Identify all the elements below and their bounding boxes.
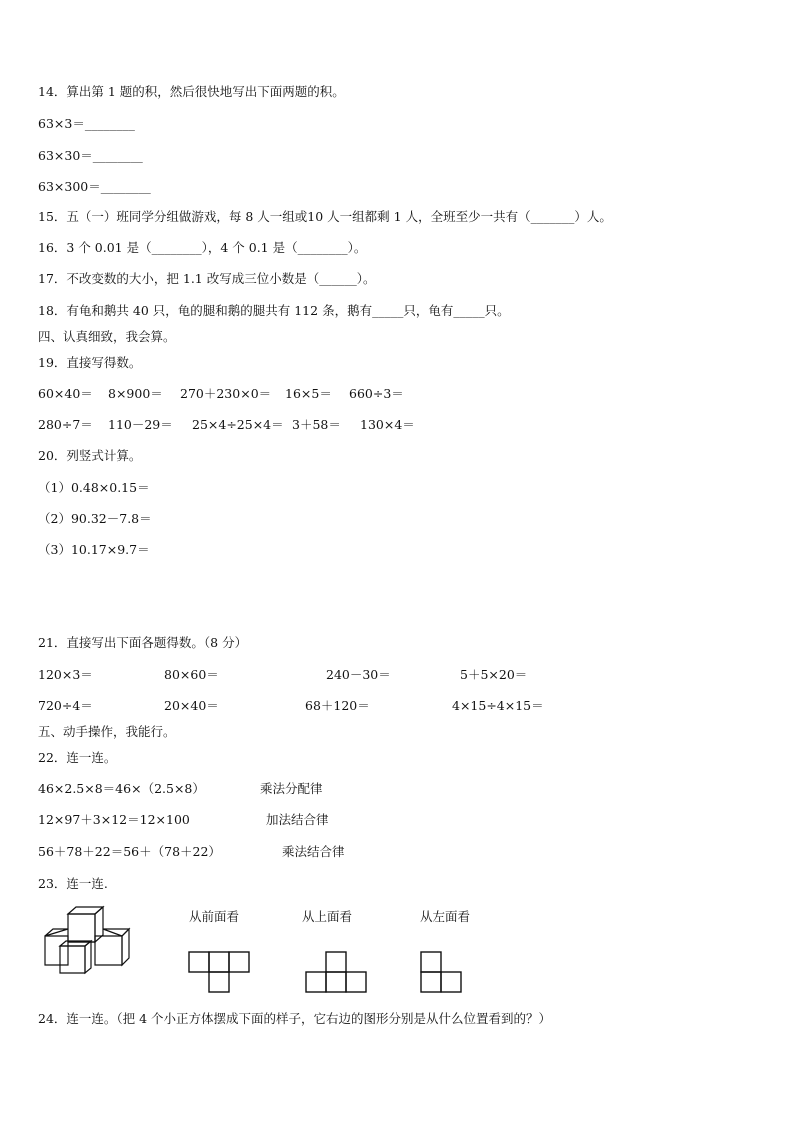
question-19-title: 19．直接写得数。 [38,355,142,370]
question-21-title: 21．直接写出下面各题得数。（8 分） [38,635,248,650]
view-label-front: 从前面看 [189,909,240,924]
question-20-title: 20．列竖式计算。 [38,448,142,463]
q21-expression: 720÷4＝ [38,698,93,713]
q19-expression: 270＋230×0＝ [180,386,272,401]
q19-expression: 25×4÷25×4＝ [192,417,284,432]
left-view-figure [420,951,464,993]
question-20-item-1: （1）0.48×0.15＝ [38,480,150,495]
q19-expression: 8×900＝ [108,386,163,401]
question-15: 15．五（一）班同学分组做游戏，每 8 人一组或10 人一组都剩 1 人，全班至少一共有（_______）人。 [38,209,612,224]
question-20-item-3: （3）10.17×9.7＝ [38,542,150,557]
view-label-top: 从上面看 [302,909,353,924]
q21-expression: 120×3＝ [38,667,93,682]
question-23-title: 23．连一连. [38,876,108,891]
q22-equation: 12×97＋3×12＝12×100 [38,812,190,827]
q21-expression: 240－30＝ [326,667,391,682]
q22-law: 乘法分配律 [260,781,323,796]
front-view-figure [188,951,252,993]
q22-law: 加法结合律 [266,812,329,827]
q19-expression: 16×5＝ [285,386,332,401]
q19-expression: 3＋58＝ [292,417,341,432]
q21-expression: 80×60＝ [164,667,219,682]
cube-stack-figure [44,906,134,974]
question-14-line-1: 63×3＝________ [38,116,135,131]
q21-expression: 68＋120＝ [305,698,370,713]
question-24: 24．连一连。（把 4 个小正方体摆成下面的样子，它右边的图形分别是从什么位置看到的？） [38,1011,552,1026]
q19-expression: 660÷3＝ [349,386,404,401]
top-view-figure [305,951,369,993]
section-5-heading: 五、动手操作，我能行。 [38,724,176,739]
view-label-left: 从左面看 [420,909,471,924]
q19-expression: 130×4＝ [360,417,415,432]
q21-expression: 5＋5×20＝ [460,667,528,682]
q19-expression: 110－29＝ [108,417,173,432]
q19-expression: 60×40＝ [38,386,93,401]
question-22-title: 22．连一连。 [38,750,117,765]
q22-law: 乘法结合律 [282,844,345,859]
question-17: 17．不改变数的大小，把 1.1 改写成三位小数是（______）。 [38,271,376,286]
q21-expression: 20×40＝ [164,698,219,713]
q19-expression: 280÷7＝ [38,417,93,432]
question-16: 16．3 个 0.01 是（________），4 个 0.1 是（________）。 [38,240,367,255]
question-14-title: 14．算出第 1 题的积，然后很快地写出下面两题的积。 [38,84,345,99]
question-20-item-2: （2）90.32－7.8＝ [38,511,152,526]
q21-expression: 4×15÷4×15＝ [452,698,544,713]
question-14-line-3: 63×300＝________ [38,179,151,194]
q22-equation: 46×2.5×8＝46×（2.5×8） [38,781,205,796]
question-18: 18．有龟和鹅共 40 只，龟的腿和鹅的腿共有 112 条，鹅有_____只，龟有_____只。 [38,303,510,318]
q22-equation: 56＋78＋22＝56＋（78＋22） [38,844,221,859]
section-4-heading: 四、认真细致，我会算。 [38,329,176,344]
question-14-line-2: 63×30＝________ [38,148,143,163]
